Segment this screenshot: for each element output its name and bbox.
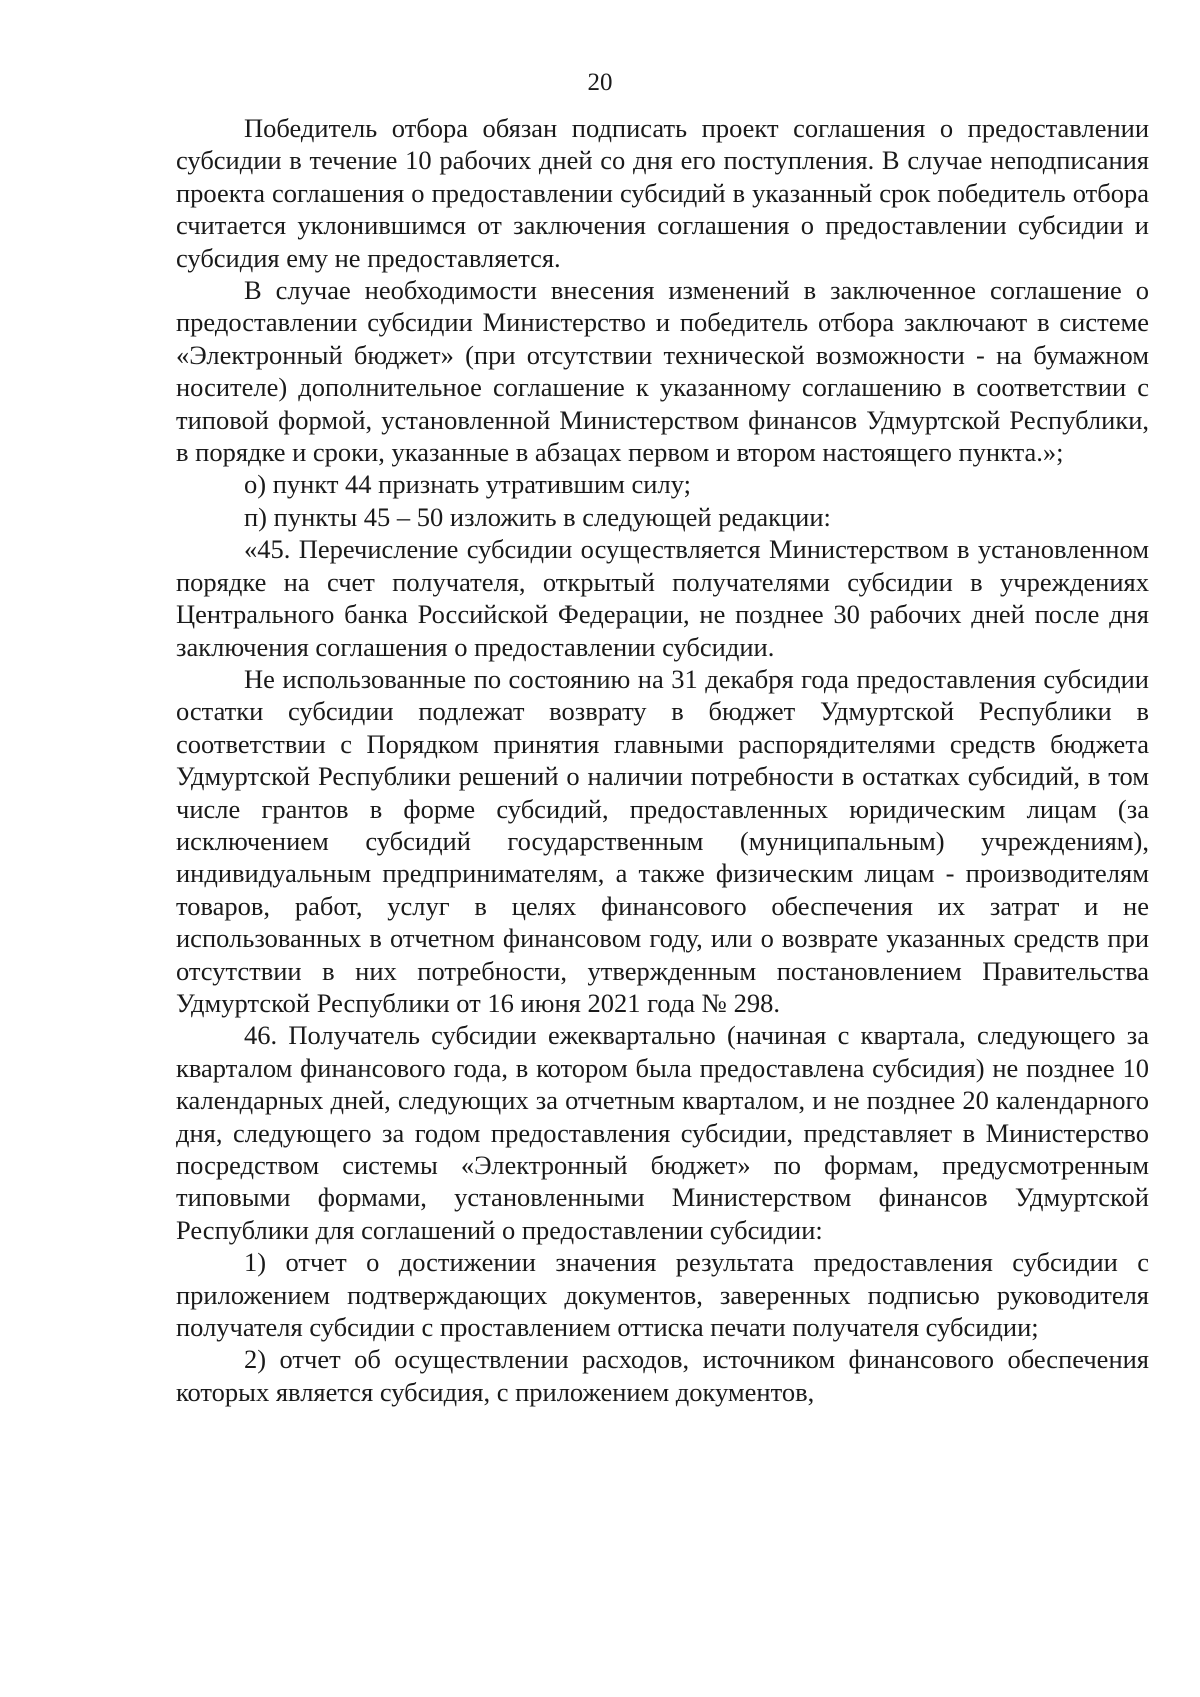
page-number: 20 [587,69,613,96]
paragraph-report-2: 2) отчет об осуществлении расходов, источником финансового обеспечения которых является субсидия, с приложением документов, [176,1344,1149,1407]
paragraph-unused-balances: Не использованные по состоянию на 31 декабря года предоставления субсидии остатки субсидии подлежат возврату в бюджет Удмуртской Республики в соответствии с Порядком принятия главными распорядителями средств бюджета Удмуртской Республики решений о наличии потребности в остатках субсидий, в том числе грантов в форме субсидий, предоставленных юридическим лицам (за исключением субсидий государственным (муниципальным) учреждениям), индивидуальным предпринимателям, а также физическим лицам - производителям товаров, работ, услуг в целях финансового обеспечения их затрат и не использованных в отчетном финансовом году, или о возврате указанных средств при отсутствии в них потребности, утвержденным постановлением Правительства Удмуртской Республики от 16 июня 2021 года № 298. [176,663,1149,1018]
paragraph-item-p: п) пункты 45 – 50 изложить в следующей редакции: [244,501,831,532]
paragraph-clause-45: «45. Перечисление субсидии осуществляется Министерством в установленном порядке на счет получателя, открытый получателями субсидии в учреждениях Центрального банка Российской Федерации, не позднее 30 рабочих дней после дня заключения соглашения о предоставлении субсидии. [176,534,1149,662]
paragraph-report-1: 1) отчет о достижении значения результата предоставления субсидии с приложением подтверждающих документов, заверенных подписью руководителя получателя субсидии с проставлением оттиска печати получателя субсидии; [176,1247,1149,1343]
document-body [176,112,1149,1408]
paragraph-winner-signing: Победитель отбора обязан подписать проект соглашения о предоставлении субсидии в течение 10 рабочих дней со дня его поступления. В случае неподписания проекта соглашения о предоставлении субсидий в указанный срок победитель отбора считается уклонившимся от заключения соглашения о предоставлении субсидии и субсидия ему не предоставляется. [176,113,1149,273]
paragraph-clause-46: 46. Получатель субсидии ежеквартально (начиная с квартала, следующего за кварталом финансового года, в котором была предоставлена субсидия) не позднее 10 календарных дней, следующих за отчетным кварталом, и не позднее 20 календарного дня, следующего за годом предоставления субсидии, представляет в Министерство посредством системы «Электронный бюджет» по формам, предусмотренным типовыми формами, установленными Министерством финансов Удмуртской Республики для соглашений о предоставлении субсидии: [176,1020,1149,1245]
paragraph-item-o: о) пункт 44 признать утратившим силу; [244,469,691,500]
paragraph-agreement-changes: В случае необходимости внесения изменений в заключенное соглашение о предоставлении субсидии Министерство и победитель отбора заключают в системе «Электронный бюджет» (при отсутствии технической возможности - на бумажном носителе) дополнительное соглашение к указанному соглашению в соответствии с типовой формой, установленной Министерством финансов Удмуртской Республики, в порядке и сроки, указанные в абзацах первом и втором настоящего пункта.»; [176,275,1149,468]
